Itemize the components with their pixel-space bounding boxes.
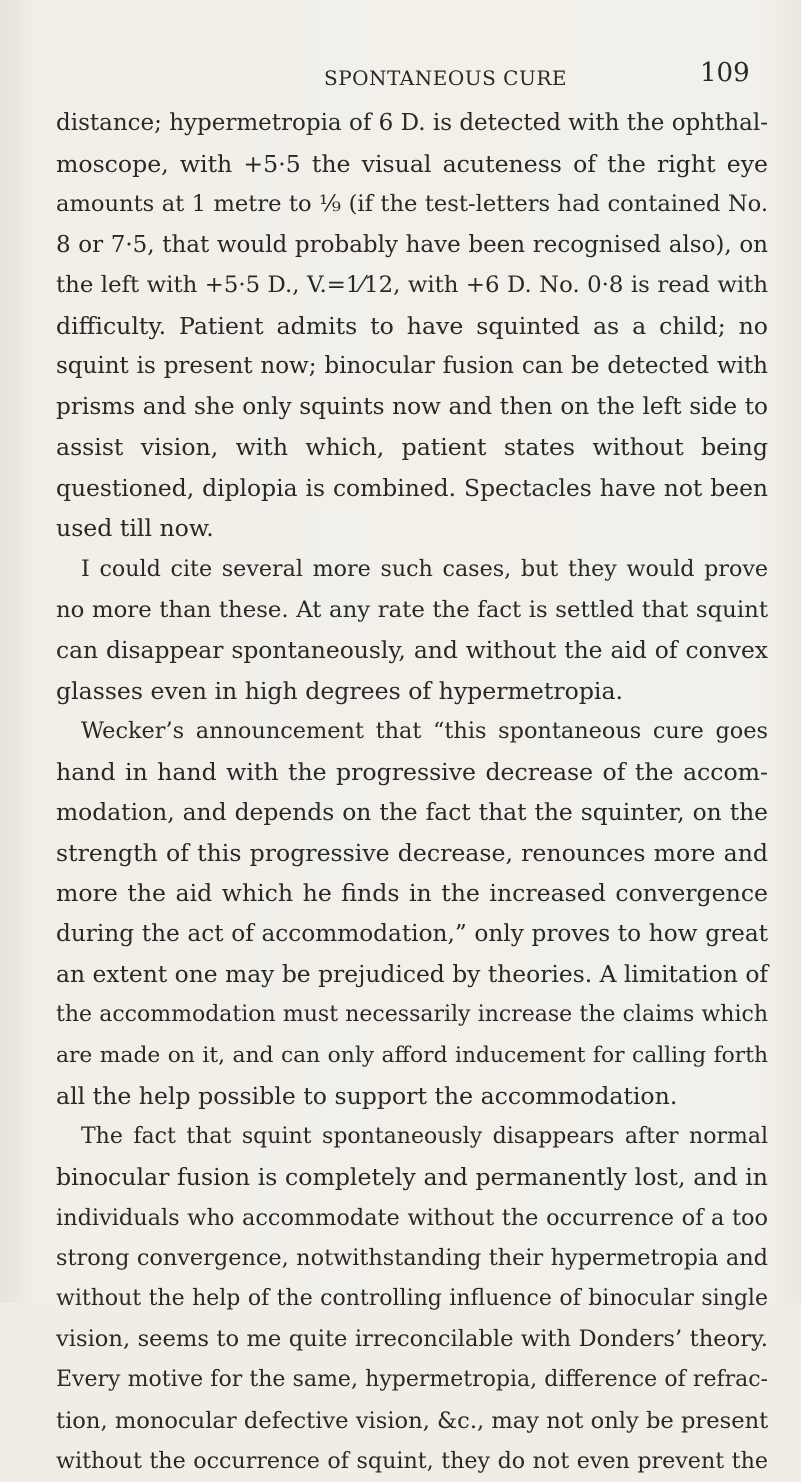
text-line: during the act of accommodation,” only proves to how great xyxy=(56,919,768,947)
text-line: more the aid which he finds in the increased convergence xyxy=(56,879,768,908)
text-line: The fact that squint spontaneously disappears after normal xyxy=(81,1123,768,1149)
text-line: prisms and she only squints now and then on the left side to xyxy=(56,392,768,420)
text-line: no more than these. At any rate the fact is settled that squint xyxy=(56,596,768,623)
text-line: squint is present now; binocular fusion can be detected with xyxy=(56,353,768,380)
text-line: questioned, diplopia is combined. Spectacles have not been xyxy=(56,473,768,502)
text-line: the left with +5·5 D., V.=1⁄12, with +6 D. No. 0·8 is read with xyxy=(56,272,768,299)
text-line: 8 or 7·5, that would probably have been recognised also), on xyxy=(56,231,768,258)
text-line: strong convergence, notwithstanding their hypermetropia and xyxy=(56,1245,768,1272)
text-line: difficulty. Patient admits to have squinted as a child; no xyxy=(56,311,768,340)
text-line: Every motive for the same, hypermetropia, difference of refrac- xyxy=(56,1366,768,1392)
text-line: amounts at 1 metre to ⅑ (if the test-letters had contained No. xyxy=(56,191,768,218)
text-line: without the help of the controlling influence of binocular single xyxy=(56,1285,768,1311)
text-line: vision, seems to me quite irreconcilable with Donders’ theory. xyxy=(56,1326,768,1353)
text-line: used till now. xyxy=(56,514,214,543)
text-line: without the occurrence of squint, they do not even prevent the xyxy=(56,1448,768,1475)
text-line: strength of this progressive decrease, renounces more and xyxy=(56,838,768,867)
page-header xyxy=(0,58,801,98)
text-line: distance; hypermetropia of 6 D. is detected with the ophthal- xyxy=(56,110,768,136)
text-line: individuals who accommodate without the occurrence of a too xyxy=(56,1204,768,1231)
text-line: hand in hand with the progressive decrease of the accom- xyxy=(56,757,768,786)
text-line: are made on it, and can only afford inducement for calling forth xyxy=(56,1042,768,1068)
text-line: the accommodation must necessarily increase the claims which xyxy=(56,1002,768,1028)
running-head: SPONTANEOUS CURE xyxy=(324,66,567,90)
text-line: glasses even in high degrees of hypermetropia. xyxy=(56,676,624,705)
text-line: moscope, with +5·5 the visual acuteness of the right eye xyxy=(56,149,768,178)
page-number: 109 xyxy=(700,58,750,88)
text-line: Wecker’s announcement that “this spontaneous cure goes xyxy=(81,718,768,745)
text-line: tion, monocular defective vision, &c., may not only be present xyxy=(56,1407,769,1434)
text-line: binocular fusion is completely and permanently lost, and in xyxy=(56,1163,768,1192)
body-text xyxy=(56,103,768,1482)
text-line: assist vision, with which, patient states without being xyxy=(56,433,768,462)
text-line: modation, and depends on the fact that the squinter, on the xyxy=(56,798,768,827)
text-line: I could cite several more such cases, but they would prove xyxy=(81,556,768,583)
text-line: an extent one may be prejudiced by theories. A limitation of xyxy=(56,960,769,989)
text-line: all the help possible to support the accommodation. xyxy=(56,1082,678,1111)
text-line: can disappear spontaneously, and without the aid of convex xyxy=(56,636,768,665)
